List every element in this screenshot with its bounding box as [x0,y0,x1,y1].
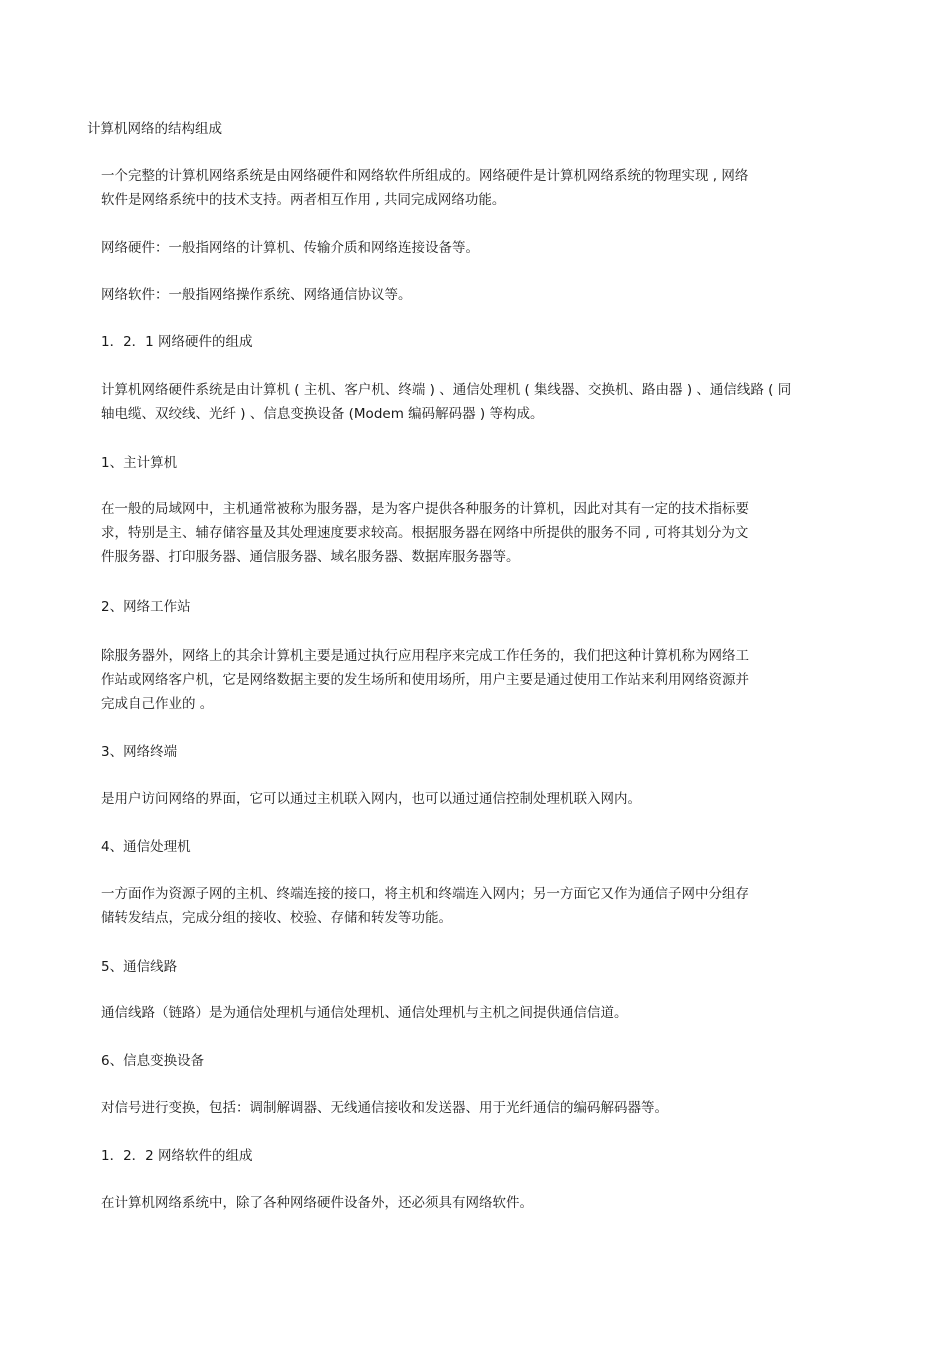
workstation-line-2: 作站或网络客户机，它是网络数据主要的发生场所和使用场所，用户主要是通过使用工作站来利用网络资源并 [101,672,749,688]
comm-processor-line-2: 储转发结点，完成分组的接收、校验、存储和转发等功能。 [101,910,452,926]
hardware-intro-line-1: 计算机网络硬件系统是由计算机 ( 主机、客户机、终端 ) 、通信处理机 ( 集线器、交换机、路由器 ) 、通信线路 ( 同 [101,382,792,398]
host-line-3: 件服务器、打印服务器、通信服务器、域名服务器、数据库服务器等。 [101,549,520,565]
software-paragraph: 在计算机网络系统中，除了各种网络硬件设备外，还必须具有网络软件。 [101,1195,533,1211]
section-heading-hardware: 1．2．1 网络硬件的组成 [101,334,253,350]
workstation-line-1: 除服务器外，网络上的其余计算机主要是通过执行应用程序来完成工作任务的，我们把这种计算机称为网络工 [101,648,749,664]
workstation-paragraph [101,644,749,716]
document-title: 计算机网络的结构组成 [87,121,222,137]
item-heading-info-conversion: 6、信息变换设备 [101,1053,205,1069]
host-line-2: 求，特别是主、辅存储容量及其处理速度要求较高。根据服务器在网络中所提供的服务不同 , 可将其划分为文 [101,525,749,541]
hardware-definition: 网络硬件：一般指网络的计算机、传输介质和网络连接设备等。 [101,240,479,256]
workstation-line-3: 完成自己作业的 。 [101,696,214,712]
host-paragraph [101,497,749,569]
item-heading-comm-line: 5、通信线路 [101,959,178,975]
item-heading-terminal: 3、网络终端 [101,744,178,760]
item-heading-host: 1、主计算机 [101,455,178,471]
info-conversion-paragraph: 对信号进行变换，包括：调制解调器、无线通信接收和发送器、用于光纤通信的编码解码器等。 [101,1100,668,1116]
item-heading-workstation: 2、网络工作站 [101,599,191,615]
host-line-1: 在一般的局域网中，主机通常被称为服务器，是为客户提供各种服务的计算机，因此对其有一定的技术指标要 [101,501,749,517]
section-heading-software: 1．2．2 网络软件的组成 [101,1148,253,1164]
item-heading-comm-processor: 4、通信处理机 [101,839,191,855]
intro-line-1: 一个完整的计算机网络系统是由网络硬件和网络软件所组成的。网络硬件是计算机网络系统的物理实现 , 网络 [101,168,749,184]
comm-processor-paragraph [101,882,749,930]
software-definition: 网络软件：一般指网络操作系统、网络通信协议等。 [101,287,412,303]
intro-line-2: 软件是网络系统中的技术支持。两者相互作用 , 共同完成网络功能。 [101,192,506,208]
comm-processor-line-1: 一方面作为资源子网的主机、终端连接的接口，将主机和终端连入网内；另一方面它又作为通信子网中分组存 [101,886,749,902]
hardware-intro-paragraph [101,378,791,426]
hardware-intro-line-2: 轴电缆、双绞线、光纤 ) 、信息变换设备 (Modem 编码解码器 ) 等构成。 [101,406,544,422]
intro-paragraph [101,164,748,212]
comm-line-paragraph: 通信线路（链路）是为通信处理机与通信处理机、通信处理机与主机之间提供通信信道。 [101,1005,628,1021]
terminal-paragraph: 是用户访问网络的界面，它可以通过主机联入网内，也可以通过通信控制处理机联入网内。 [101,791,641,807]
